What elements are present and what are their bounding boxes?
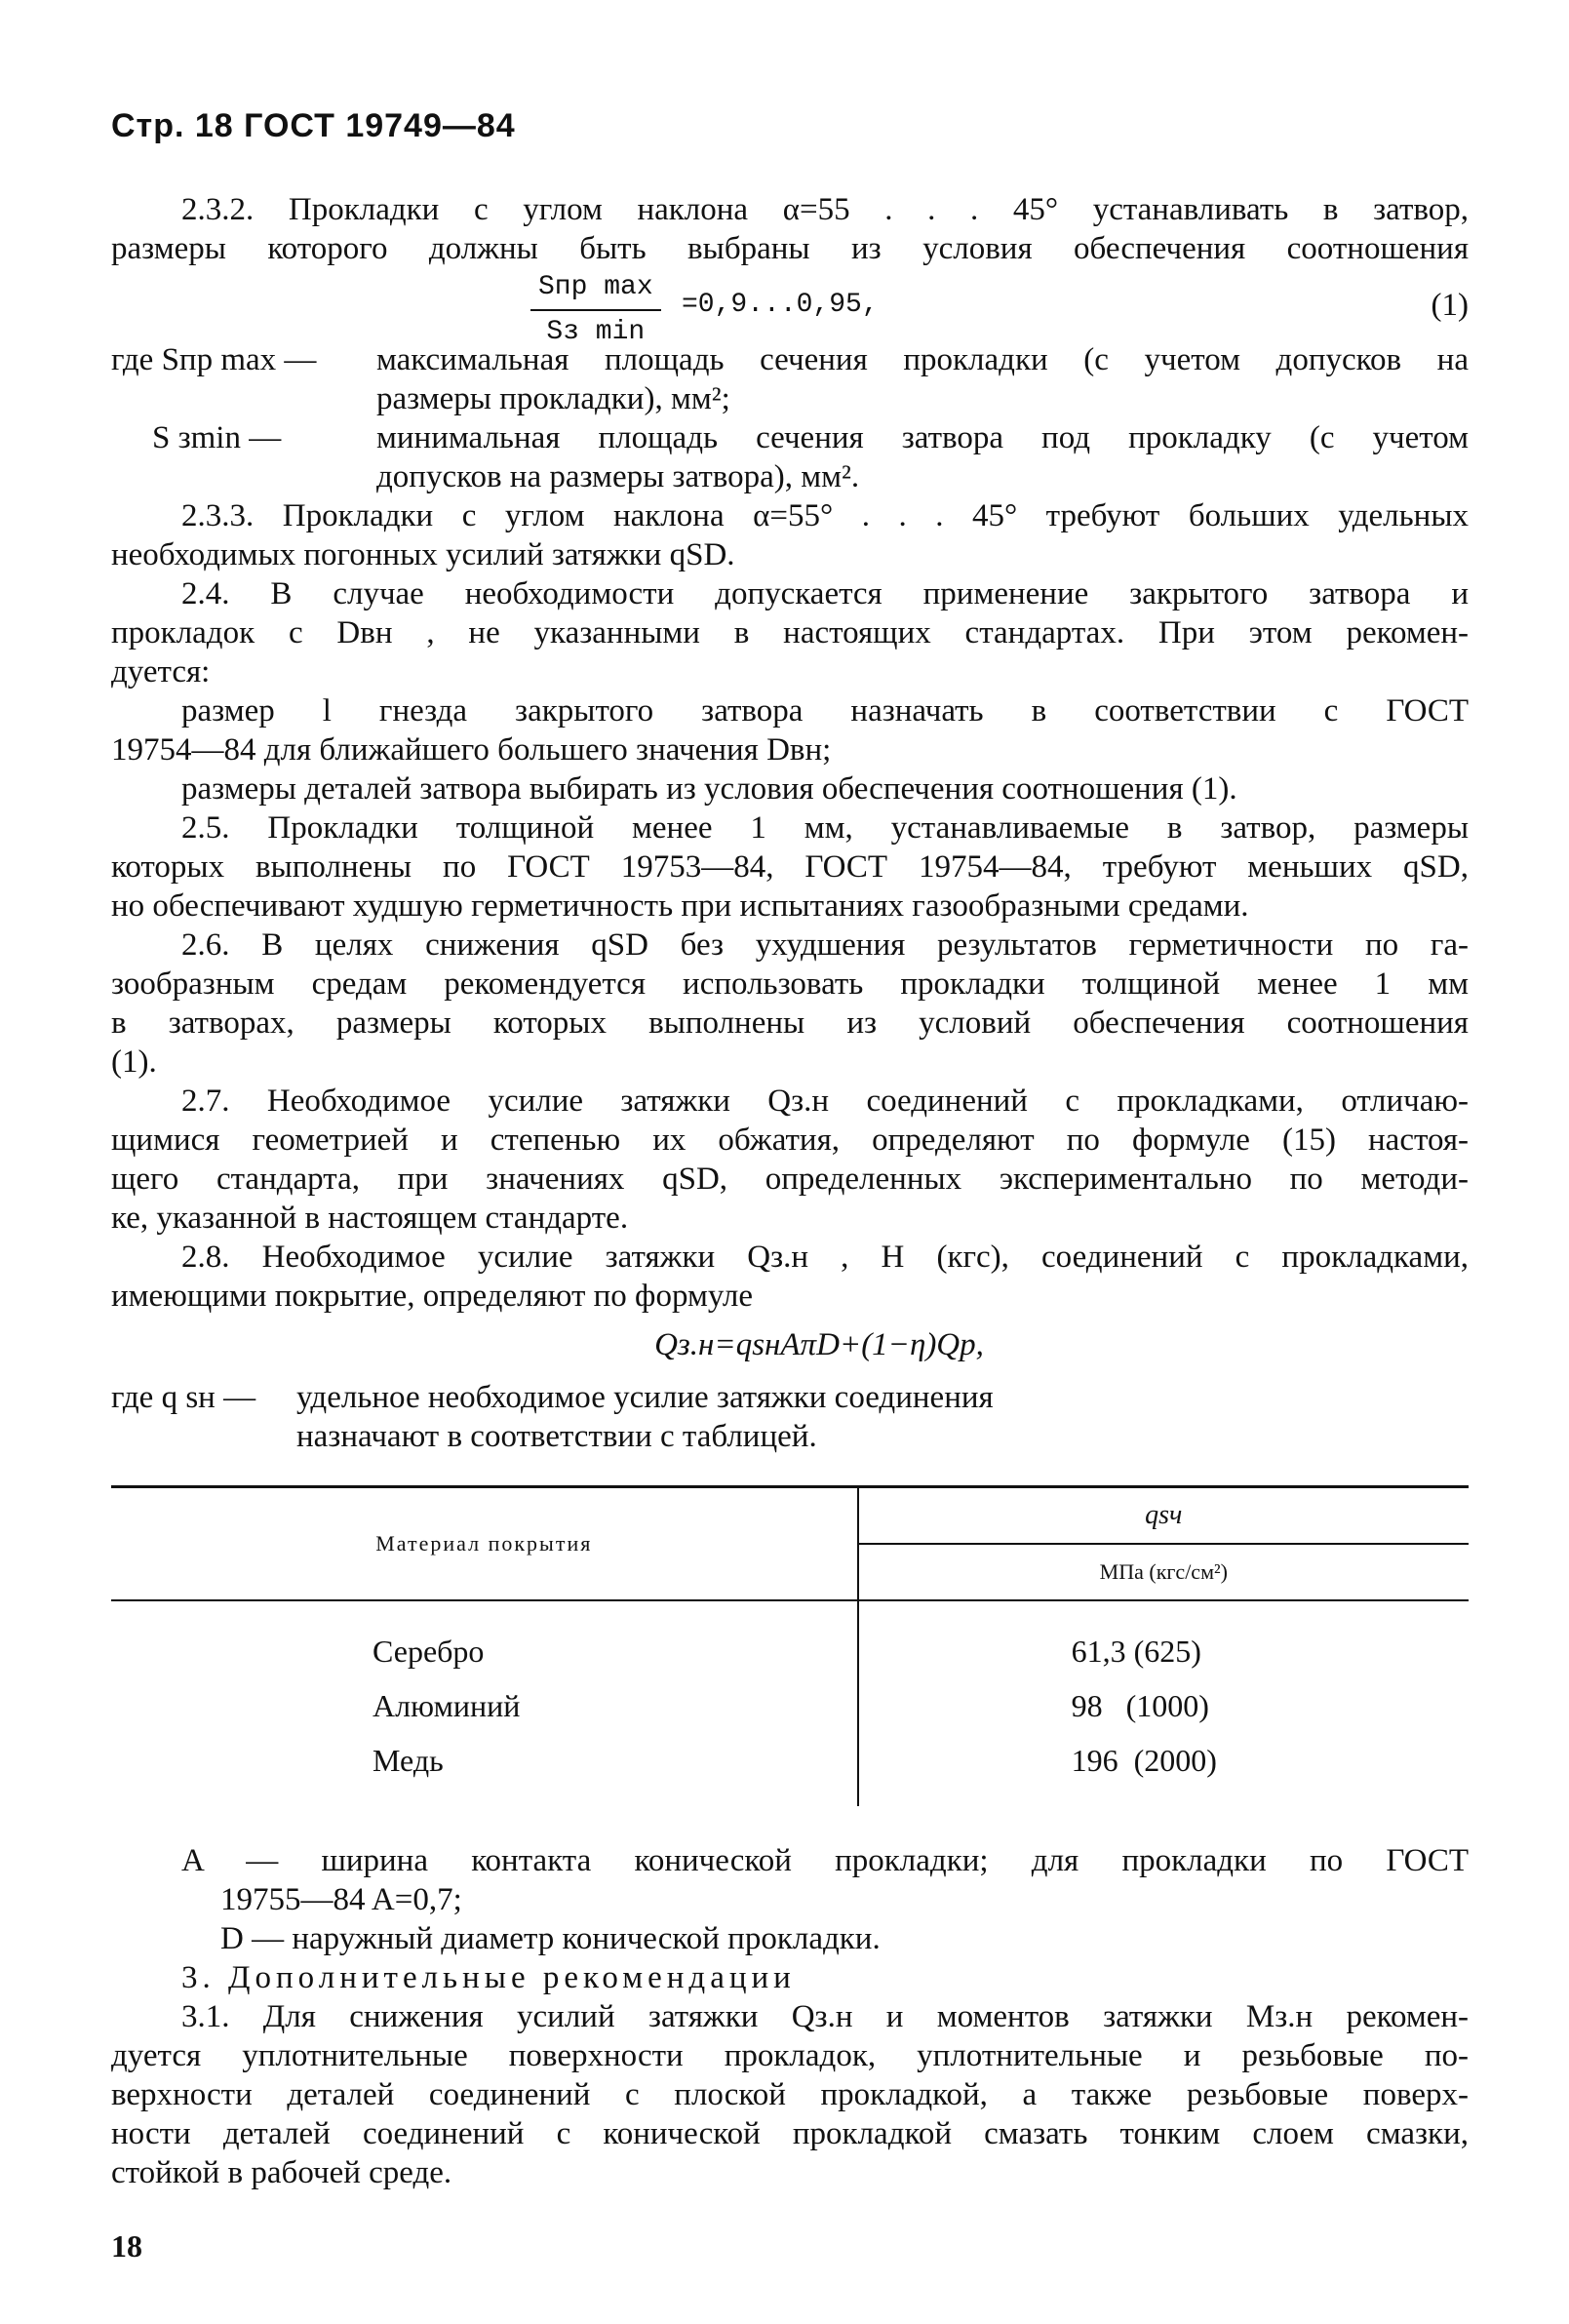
para-2-7-line: ке, указанной в настоящем стандарте. xyxy=(111,1201,629,1236)
para-2-4-line: дуется: xyxy=(111,654,211,689)
para-3-1-line: верхности деталей соединений с плоской прокладкой, а также резьбовые поверх- xyxy=(111,2077,1469,2112)
table-cell-material: Медь xyxy=(111,1733,858,1806)
para-2-3-2-line: размеры которого должны быть выбраны из условия обеспечения соотношения xyxy=(111,231,1469,266)
para-2-6-line: 2.6. В целях снижения qSD без ухудшения результатов герметичности по га- xyxy=(181,927,1469,963)
table-header-unit: МПа (кгс/см²) xyxy=(858,1544,1469,1600)
definition-line: минимальная площадь сечения затвора под прокладку (с учетом xyxy=(376,420,1469,455)
para-3-1-line: ности деталей соединений с конической прокладкой смазать тонким слоем смазки, xyxy=(111,2116,1469,2151)
para-2-3-3-line: необходимых погонных усилий затяжки qSD. xyxy=(111,537,735,572)
formula-1-denominator: Sз min xyxy=(546,317,646,347)
para-2-8-line: 2.8. Необходимое усилие затяжки Qз.н , Н (кгс), соединений с прокладками, xyxy=(181,1240,1469,1275)
para-2-4-item-line: размер l гнезда закрытого затвора назначать в соответствии с ГОСТ xyxy=(181,693,1469,729)
coating-table-grid xyxy=(111,1485,1469,1806)
para-3-1-line: дуется уплотнительные поверхности прокладок, уплотнительные и резьбовые по- xyxy=(111,2038,1469,2073)
definition-line: назначают в соответствии с таблицей. xyxy=(296,1419,817,1454)
definition-term: где Sпр max — xyxy=(111,342,317,377)
para-2-6-line: зообразным средам рекомендуется использовать прокладки толщиной менее 1 мм xyxy=(111,966,1469,1002)
document-body xyxy=(111,190,1469,2192)
para-2-4-line: прокладок с Dвн , не указанными в настоящих стандартах. При этом рекомен- xyxy=(111,615,1469,650)
para-2-5-line: но обеспечивают худшую герметичность при испытаниях газообразными средами. xyxy=(111,888,1249,924)
formula-1-number: (1) xyxy=(1431,288,1469,323)
table-header-row xyxy=(111,1487,1469,1545)
para-2-6-line: в затворах, размеры которых выполнены из условий обеспечения соотношения xyxy=(111,1005,1469,1041)
para-3-1-line: 3.1. Для снижения усилий затяжки Qз.н и моментов затяжки Mз.н рекомен- xyxy=(181,1999,1469,2034)
table-header-q: qsч xyxy=(858,1487,1469,1545)
para-3-1-line: стойкой в рабочей среде. xyxy=(111,2155,452,2190)
definition-d: D — наружный диаметр конической прокладки. xyxy=(220,1921,881,1956)
table-cell-material: Серебро xyxy=(111,1600,858,1678)
definition-a-line: 19755—84 A=0,7; xyxy=(220,1882,462,1917)
para-2-7-line: 2.7. Необходимое усилие затяжки Qз.н соединений с прокладками, отличаю- xyxy=(181,1083,1469,1119)
para-2-6-line: (1). xyxy=(111,1044,157,1080)
definition-term: где q sн — xyxy=(111,1380,256,1415)
definition-text xyxy=(376,418,1469,496)
para-2-4-item-line: размеры деталей затвора выбирать из условия обеспечения соотношения (1). xyxy=(181,771,1237,807)
formula-1-fraction xyxy=(530,268,661,352)
para-2-5-line: 2.5. Прокладки толщиной менее 1 мм, устанавливаемые в затвор, размеры xyxy=(181,810,1469,846)
coating-table xyxy=(111,1485,1469,1806)
definition-q-sh xyxy=(111,1378,1469,1456)
table-cell-value: 61,3 (625) xyxy=(1071,1634,1201,1669)
formula-1 xyxy=(111,268,1469,347)
definition-s-max xyxy=(111,340,1469,418)
formula-1-value: =0,9...0,95, xyxy=(682,290,879,320)
formula-2: Qз.н=qsнAπD+(1−η)Qp, xyxy=(654,1327,984,1362)
definition-line: максимальная площадь сечения прокладки (с учетом допусков на xyxy=(376,342,1469,377)
table-cell-material: Алюминий xyxy=(111,1678,858,1733)
section-3-title: 3. Дополнительные рекомендации xyxy=(181,1960,796,1995)
definition-text xyxy=(376,340,1469,418)
definition-a-line: A — ширина контакта конической прокладки; для прокладки по ГОСТ xyxy=(181,1843,1469,1878)
definition-term: S зmin — xyxy=(152,420,282,455)
table-row xyxy=(111,1678,1469,1733)
page-number-footer: 18 xyxy=(111,2228,142,2264)
definition-line: размеры прокладки), мм²; xyxy=(376,381,730,416)
page-header: Стр. 18 ГОСТ 19749—84 xyxy=(111,107,516,144)
table-row xyxy=(111,1733,1469,1806)
para-2-4-line: 2.4. В случае необходимости допускается применение закрытого затвора и xyxy=(181,576,1469,611)
para-2-3-2-line: 2.3.2. Прокладки с углом наклона α=55 . . . 45° устанавливать в затвор, xyxy=(181,192,1469,227)
para-2-8-line: имеющими покрытие, определяют по формуле xyxy=(111,1279,753,1314)
para-2-4-item-line: 19754—84 для ближайшего большего значения Dвн; xyxy=(111,732,832,768)
definition-line: удельное необходимое усилие затяжки соединения xyxy=(296,1380,994,1415)
para-2-3-3-line: 2.3.3. Прокладки с углом наклона α=55° . . . 45° требуют больших удельных xyxy=(181,498,1469,533)
para-2-7-line: щего стандарта, при значениях qSD, определенных экспериментально по методи- xyxy=(111,1162,1469,1197)
table-row xyxy=(111,1600,1469,1678)
table-cell-value: 98 (1000) xyxy=(1071,1688,1209,1723)
definition-text xyxy=(296,1378,1469,1456)
para-2-5-line: которых выполнены по ГОСТ 19753—84, ГОСТ 19754—84, требуют меньших qSD, xyxy=(111,849,1469,885)
definition-s-min xyxy=(111,418,1469,496)
formula-1-numerator: Sпр max xyxy=(530,268,661,311)
table-header-material: Материал покрытия xyxy=(111,1487,858,1601)
definition-line: допусков на размеры затвора), мм². xyxy=(376,459,860,494)
para-2-7-line: щимися геометрией и степенью их обжатия, определяют по формуле (15) настоя- xyxy=(111,1123,1469,1158)
table-cell-value: 196 (2000) xyxy=(1071,1743,1217,1778)
after-table-section xyxy=(111,1841,1469,2192)
